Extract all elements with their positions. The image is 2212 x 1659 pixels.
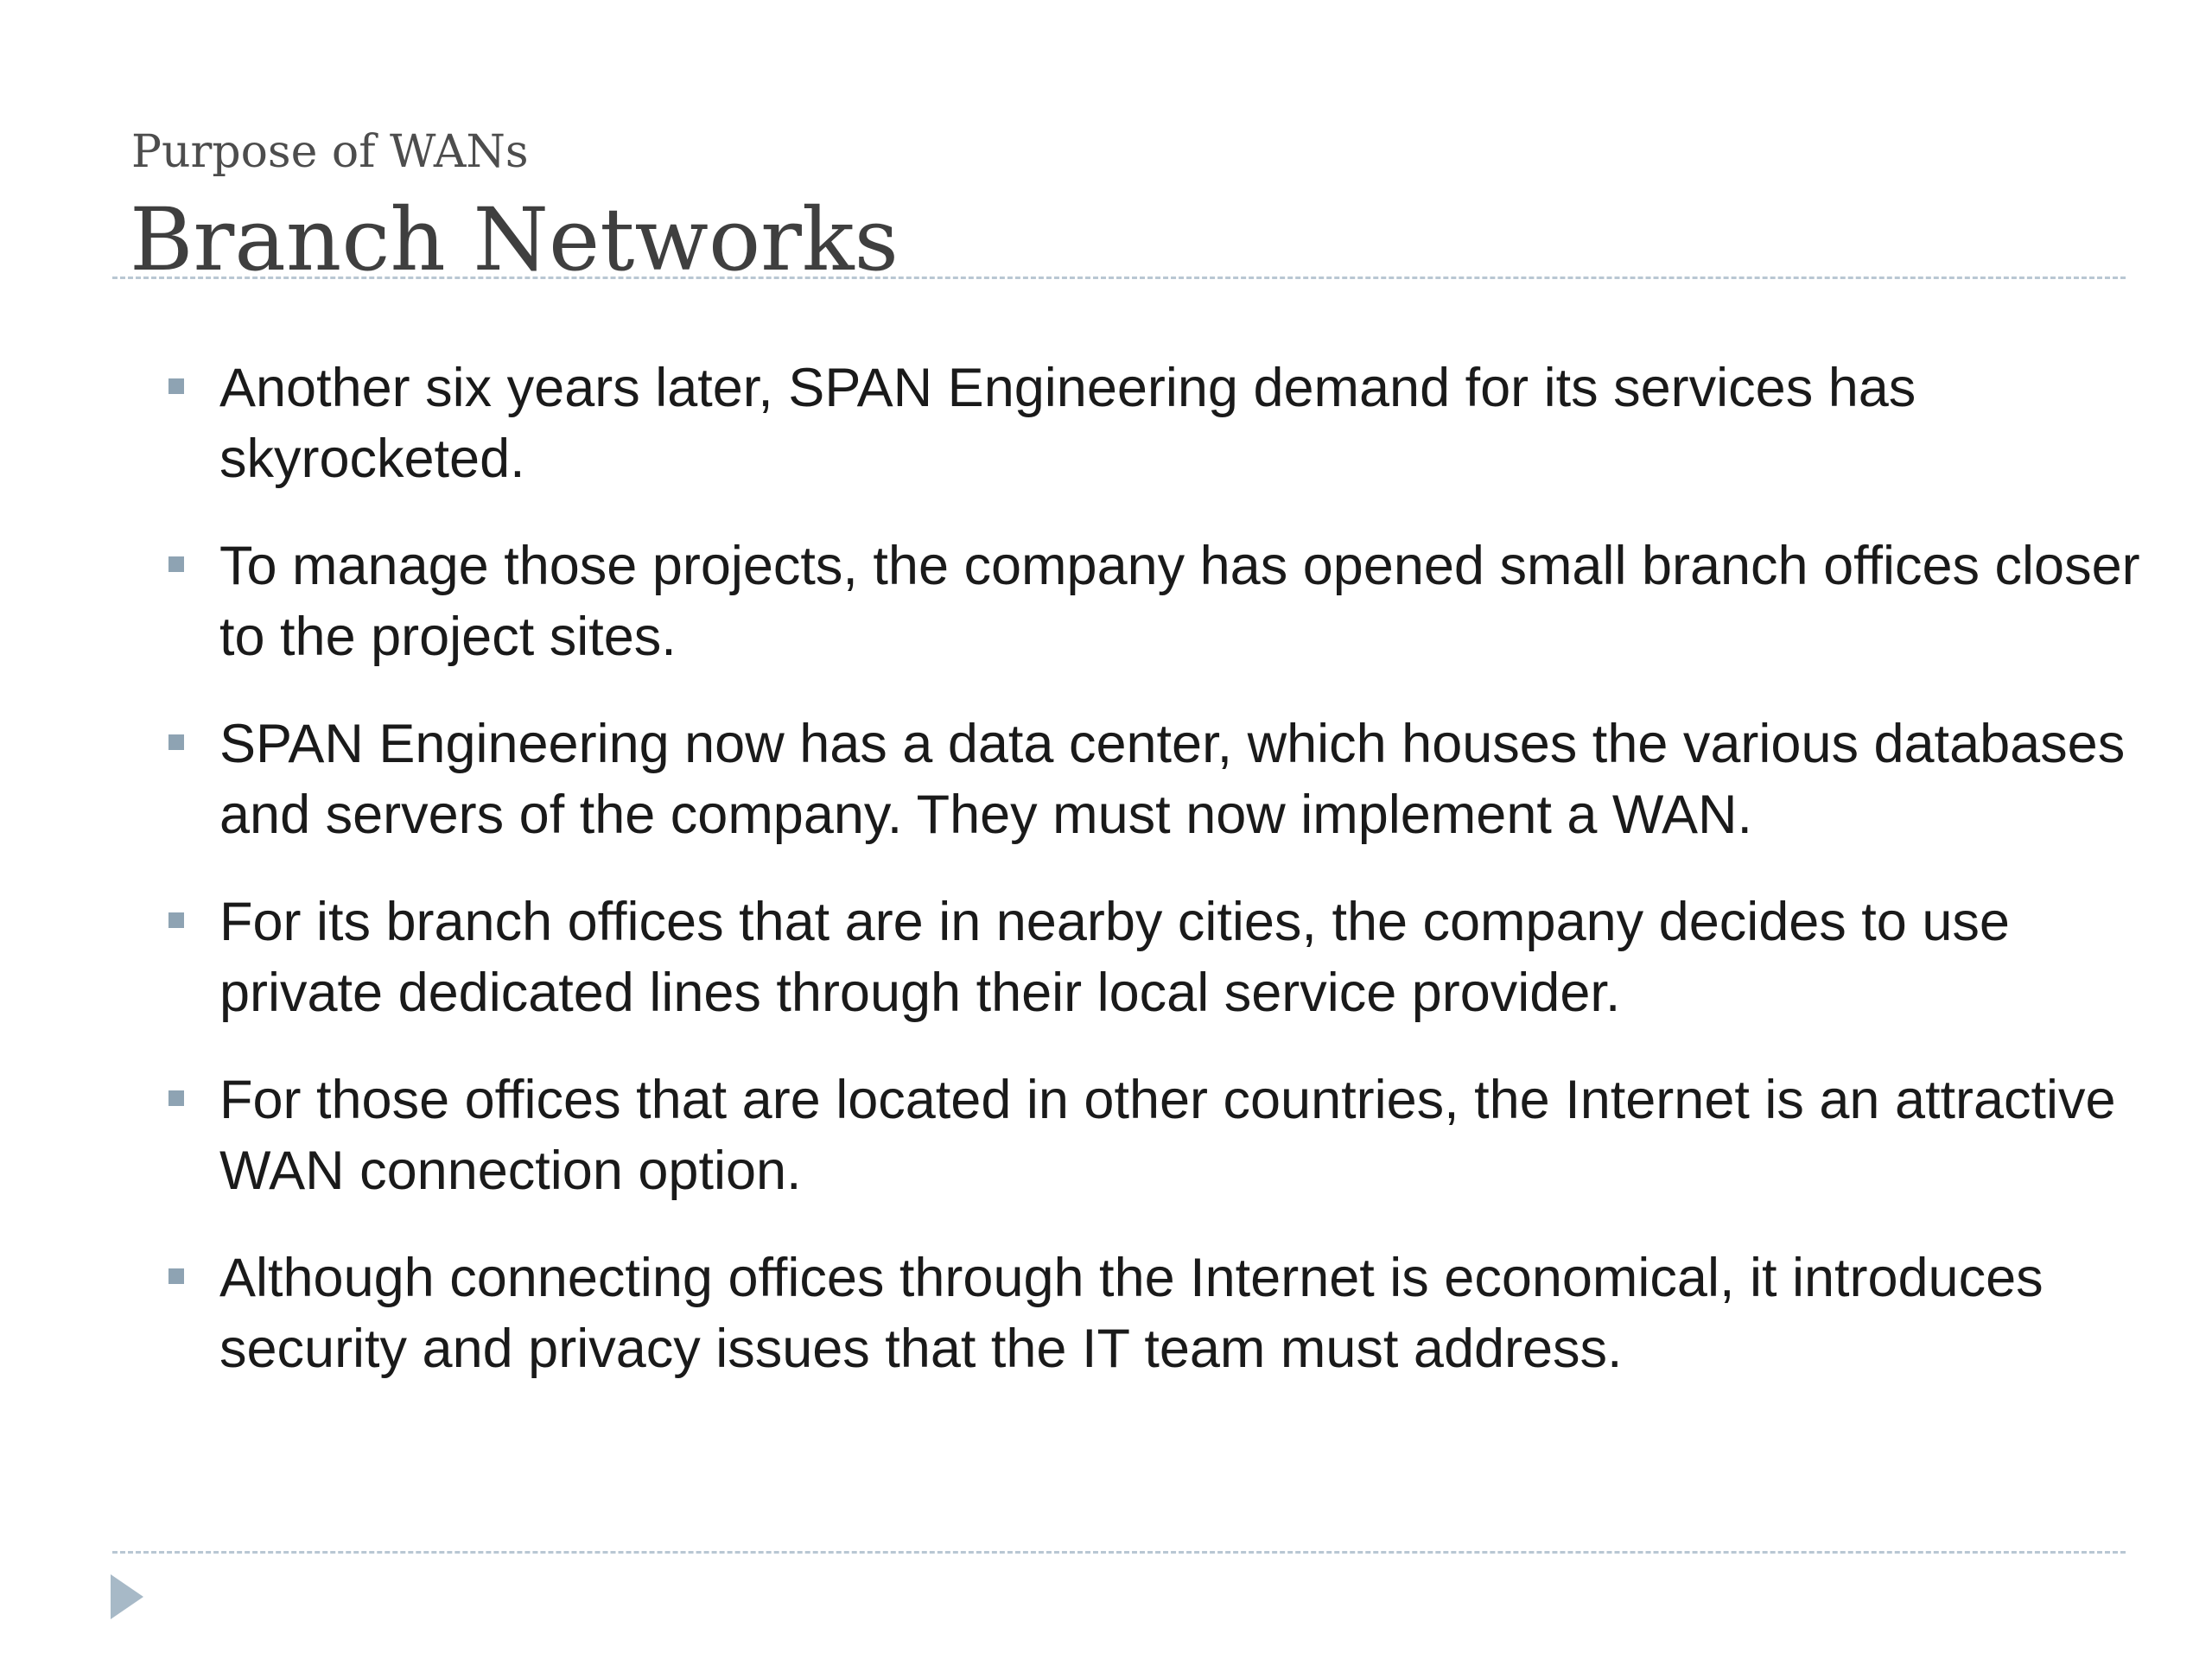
- bullet-text: SPAN Engineering now has a data center, which houses the various databases and servers of the company. They must now implement a WAN.: [219, 714, 2126, 845]
- square-bullet-icon: [168, 734, 184, 750]
- bullet-item: [0, 353, 2212, 494]
- bullet-text: For those offices that are located in other countries, the Internet is an attractive WAN connection option.: [219, 1070, 2116, 1201]
- play-triangle-icon: [111, 1574, 143, 1619]
- title-divider: [112, 276, 2126, 279]
- slide-title: Branch Networks: [130, 189, 899, 290]
- bullet-list: [0, 353, 2212, 1421]
- footer-divider: [112, 1551, 2126, 1554]
- bullet-item: [0, 531, 2212, 672]
- bullet-item: [0, 1065, 2212, 1206]
- bullet-text: To manage those projects, the company has opened small branch offices closer to the project sites.: [219, 536, 2140, 667]
- square-bullet-icon: [168, 1090, 184, 1106]
- bullet-text: Another six years later, SPAN Engineering demand for its services has skyrocketed.: [219, 358, 1916, 489]
- bullet-item: [0, 709, 2212, 850]
- bullet-text: For its branch offices that are in nearby cities, the company decides to use private dedicated lines through their local service provider.: [219, 892, 2010, 1023]
- square-bullet-icon: [168, 912, 184, 928]
- slide-subtitle: Purpose of WANs: [131, 126, 529, 178]
- bullet-text: Although connecting offices through the Internet is economical, it introduces security and privacy issues that the IT team must address.: [219, 1248, 2044, 1379]
- bullet-item: [0, 1243, 2212, 1384]
- square-bullet-icon: [168, 378, 184, 394]
- square-bullet-icon: [168, 556, 184, 572]
- bullet-item: [0, 887, 2212, 1028]
- square-bullet-icon: [168, 1268, 184, 1284]
